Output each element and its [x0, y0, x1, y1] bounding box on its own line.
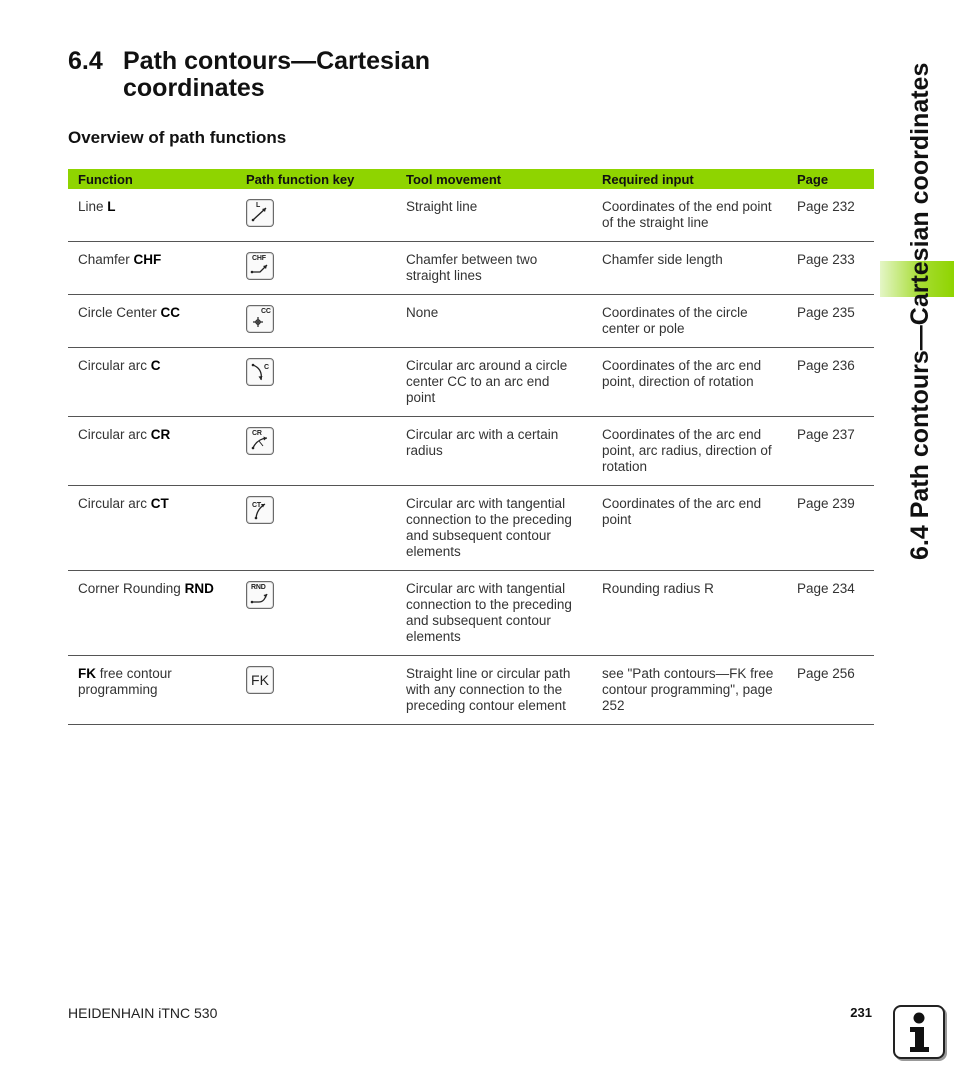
corner-rounding-key-icon: RND	[246, 581, 274, 609]
function-name: FK free contour programming	[68, 656, 236, 725]
required-input: Chamfer side length	[592, 242, 787, 295]
function-key-cell	[236, 348, 396, 417]
table-row	[68, 656, 874, 725]
table-row	[68, 348, 874, 417]
function-name: Circular arc CT	[68, 486, 236, 571]
page-reference: Page 234	[787, 571, 874, 656]
function-key-cell	[236, 571, 396, 656]
function-key-cell	[236, 295, 396, 348]
tool-movement: Circular arc with a certain radius	[396, 417, 592, 486]
column-header-function: Function	[68, 169, 236, 189]
section-title-text: Path contours—Cartesian coordinates	[123, 47, 431, 102]
function-key-cell	[236, 242, 396, 295]
page-reference: Page 235	[787, 295, 874, 348]
table-header-row	[68, 169, 874, 189]
required-input: Coordinates of the circle center or pole	[592, 295, 787, 348]
function-name: Line L	[68, 189, 236, 242]
page-reference: Page 236	[787, 348, 874, 417]
footer-product: HEIDENHAIN iTNC 530	[68, 1005, 218, 1021]
function-name: Circular arc CR	[68, 417, 236, 486]
circular-arc-radius-key-icon: CR	[246, 427, 274, 455]
page-reference: Page 233	[787, 242, 874, 295]
table-row	[68, 189, 874, 242]
info-icon	[893, 1005, 945, 1059]
column-header-page: Page	[787, 169, 874, 189]
tool-movement: Straight line or circular path with any connection to the preceding contour element	[396, 656, 592, 725]
side-running-title	[896, 0, 944, 1091]
side-running-title-text: 6.4 Path contours—Cartesian coordinates	[905, 62, 934, 560]
function-key-cell	[236, 656, 396, 725]
column-header-movement: Tool movement	[396, 169, 592, 189]
table-row	[68, 295, 874, 348]
tool-movement: Circular arc around a circle center CC to an arc end point	[396, 348, 592, 417]
table-row	[68, 417, 874, 486]
function-name: Circular arc C	[68, 348, 236, 417]
tool-movement: None	[396, 295, 592, 348]
required-input: see "Path contours—FK free contour programming", page 252	[592, 656, 787, 725]
chamfer-key-icon: CHF	[246, 252, 274, 280]
required-input: Coordinates of the arc end point, direction of rotation	[592, 348, 787, 417]
fk-key-icon: FK	[246, 666, 274, 694]
function-key-cell	[236, 417, 396, 486]
function-key-cell	[236, 486, 396, 571]
function-key-cell	[236, 189, 396, 242]
required-input: Rounding radius R	[592, 571, 787, 656]
footer-page-number: 231	[850, 1005, 872, 1020]
subsection-title: Overview of path functions	[68, 128, 287, 147]
column-header-key: Path function key	[236, 169, 396, 189]
required-input: Coordinates of the arc end point	[592, 486, 787, 571]
table-row	[68, 571, 874, 656]
page-reference: Page 232	[787, 189, 874, 242]
tool-movement: Straight line	[396, 189, 592, 242]
function-name: Corner Rounding RND	[68, 571, 236, 656]
column-header-input: Required input	[592, 169, 787, 189]
tool-movement: Chamfer between two straight lines	[396, 242, 592, 295]
required-input: Coordinates of the arc end point, arc radius, direction of rotation	[592, 417, 787, 486]
section-number: 6.4	[68, 47, 103, 75]
line-key-icon: L	[246, 199, 274, 227]
page-reference: Page 239	[787, 486, 874, 571]
circular-arc-tangential-key-icon: CT	[246, 496, 274, 524]
function-name: Circle Center CC	[68, 295, 236, 348]
page-reference: Page 237	[787, 417, 874, 486]
tool-movement: Circular arc with tangential connection to the preceding and subsequent contour elements	[396, 571, 592, 656]
required-input: Coordinates of the end point of the straight line	[592, 189, 787, 242]
circle-center-key-icon: CC	[246, 305, 274, 333]
table-row	[68, 486, 874, 571]
tool-movement: Circular arc with tangential connection to the preceding and subsequent contour elements	[396, 486, 592, 571]
section-title	[68, 48, 430, 102]
circular-arc-key-icon: C	[246, 358, 274, 386]
function-name: Chamfer CHF	[68, 242, 236, 295]
table-row	[68, 242, 874, 295]
page-reference: Page 256	[787, 656, 874, 725]
path-functions-table	[68, 169, 874, 725]
